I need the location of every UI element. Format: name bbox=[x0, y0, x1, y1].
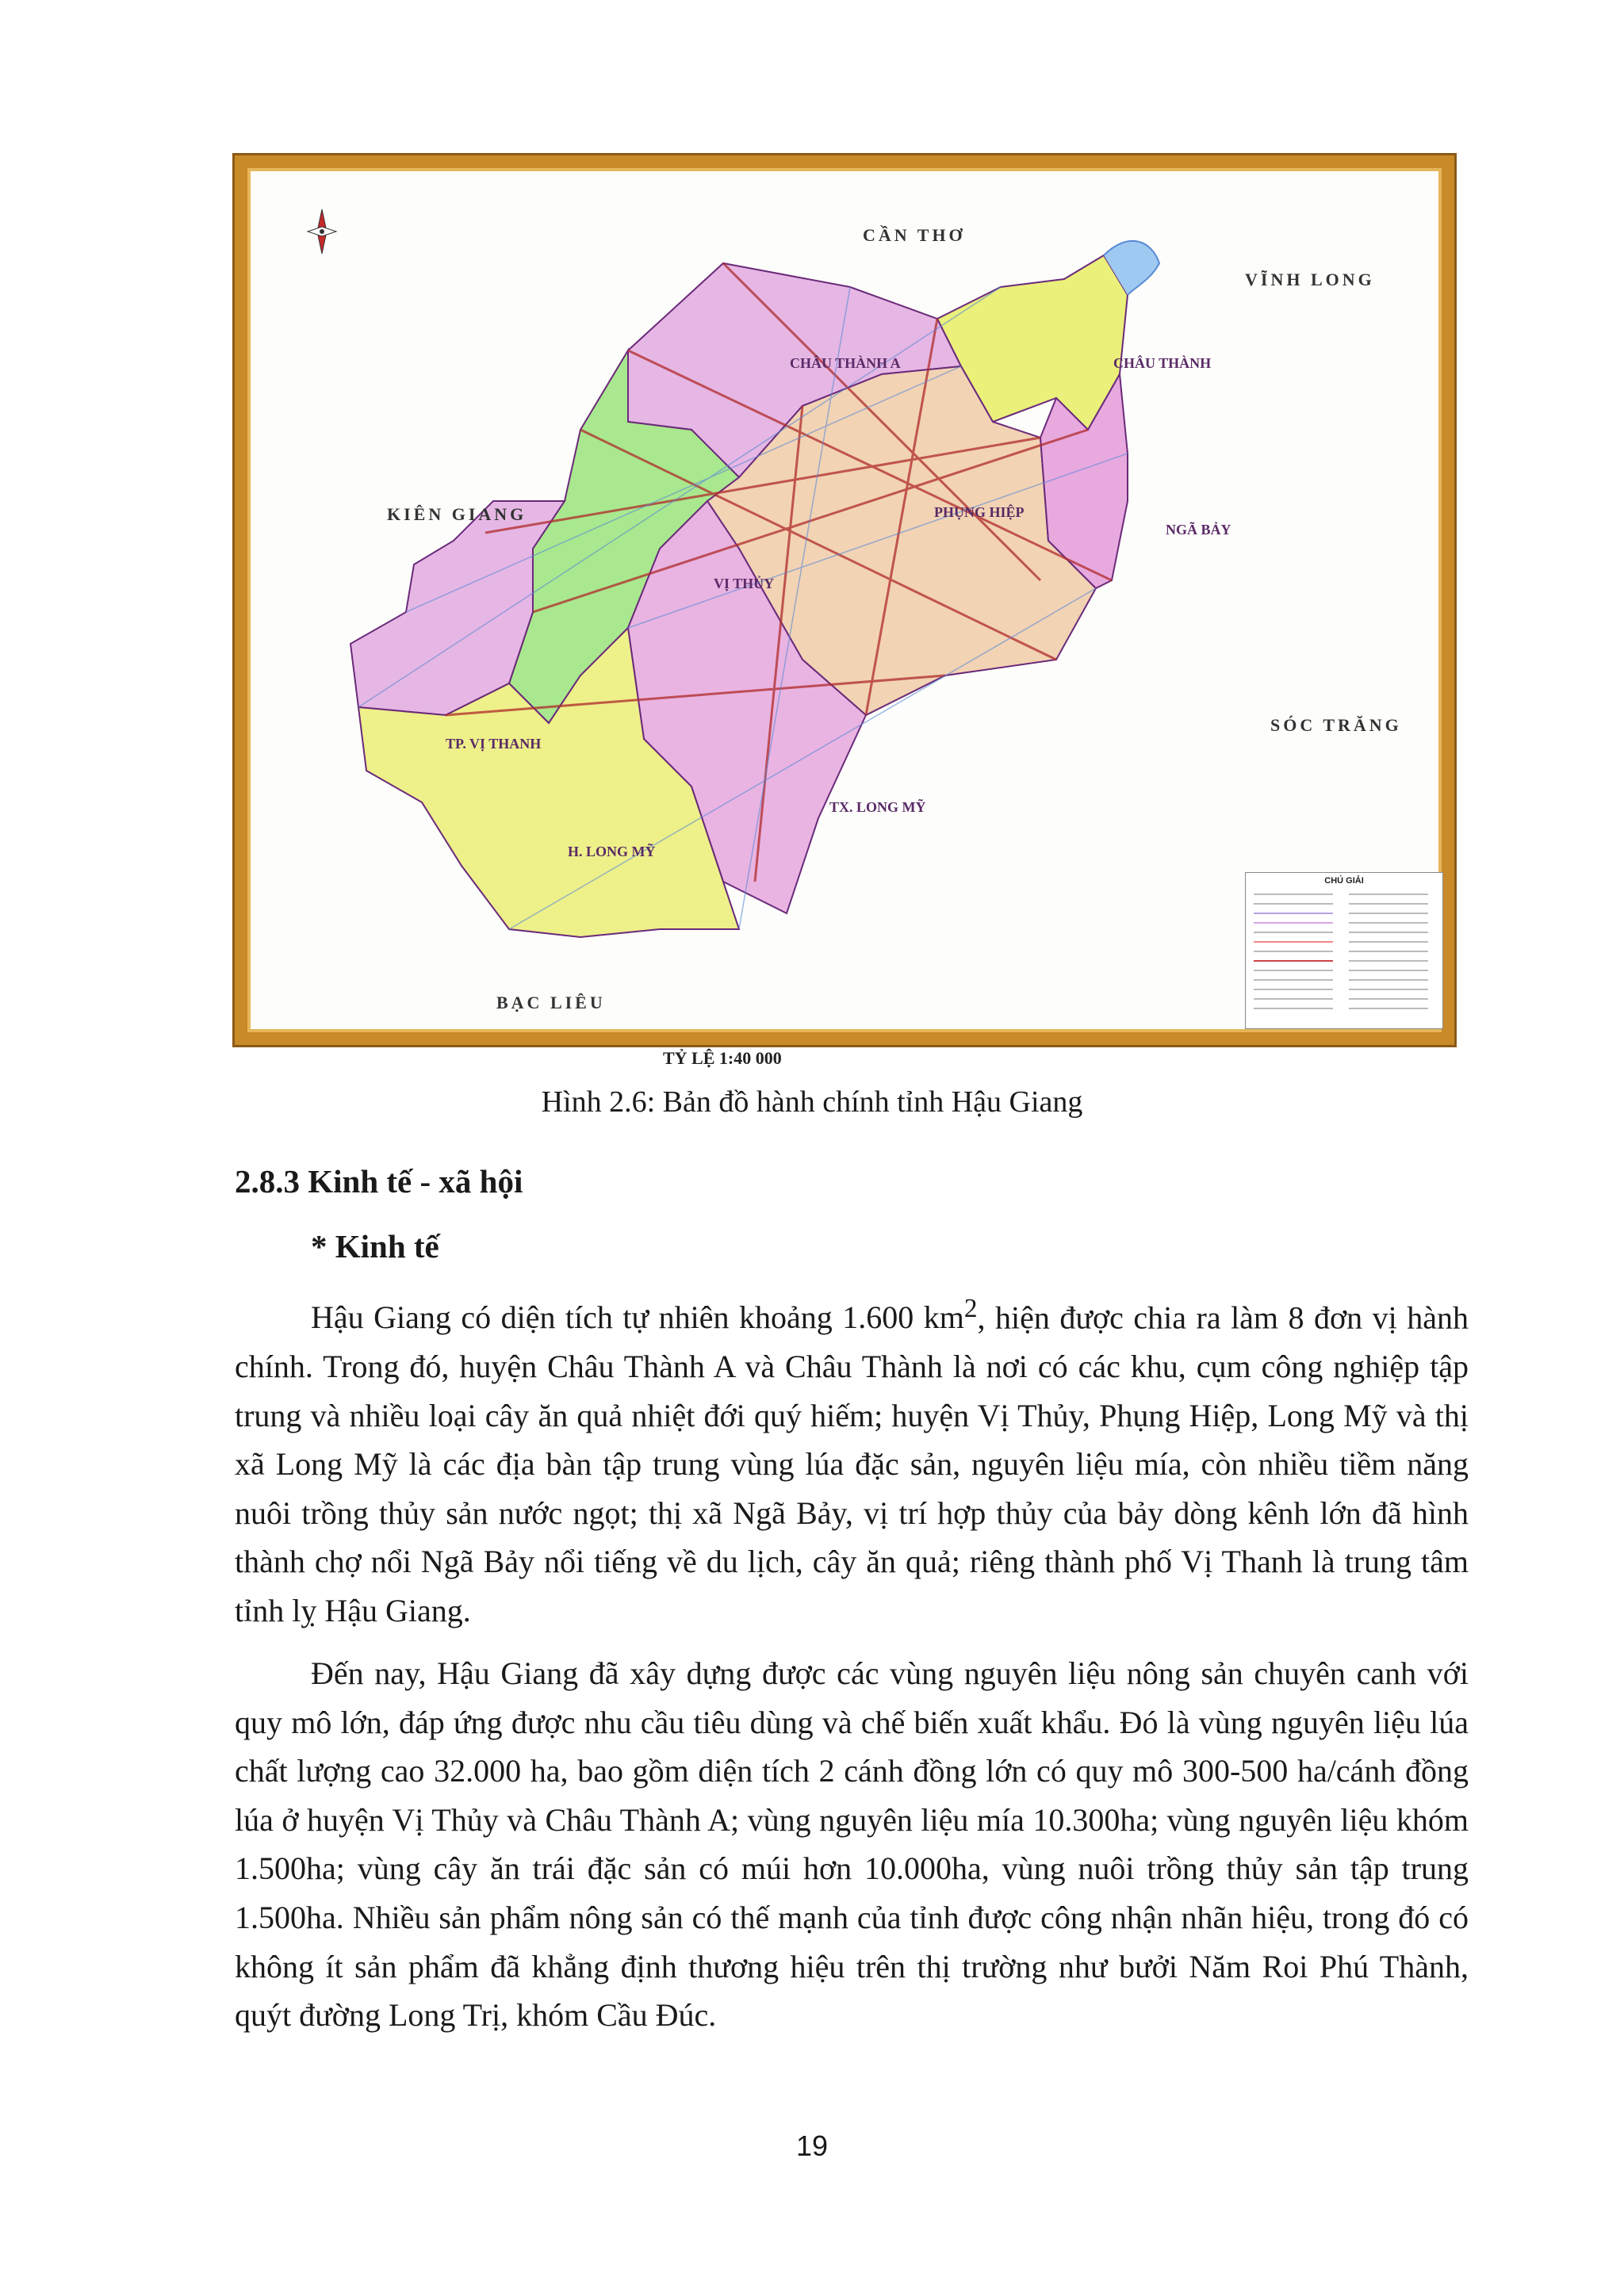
district-label-chau-thanh-a: CHÂU THÀNH A bbox=[790, 355, 901, 371]
province-map bbox=[235, 155, 1454, 1045]
legend-row bbox=[1254, 979, 1333, 981]
legend-row bbox=[1254, 960, 1333, 962]
paragraph-1-rest: , hiện được chia ra làm 8 đơn vị hành chính. Trong đó, huyện Châu Thành A và Châu Thành là nơi có các khu, cụm công nghiệp tập trung và nhiều loại cây ăn quả nhiệt đới quý hiếm; huyện Vị Thủy, Phụng Hiệp, Long Mỹ và thị xã Long Mỹ là các địa bàn tập trung vùng lúa đặc sản, nguyên liệu mía, còn nhiều tiềm năng nuôi trồng thủy sản nước ngọt; thị xã Ngã Bảy, vị trí hợp thủy của bảy dòng kênh lớn đã hình thành chợ nổi Ngã Bảy nổi tiếng về du lịch, cây ăn quả; riêng thành phố Vị Thanh là trung tâm tỉnh lỵ Hậu Giang. bbox=[235, 1299, 1469, 1628]
legend-row bbox=[1349, 970, 1428, 971]
neighbor-can-tho: CẦN THƠ bbox=[863, 225, 966, 245]
district-label-chau-thanh: CHÂU THÀNH bbox=[1113, 355, 1212, 371]
legend-row bbox=[1254, 903, 1333, 905]
legend-row bbox=[1349, 913, 1428, 914]
superscript: 2 bbox=[963, 1294, 978, 1323]
legend-row bbox=[1349, 989, 1428, 990]
legend-title: CHÚ GIẢI bbox=[1324, 876, 1364, 886]
legend-row bbox=[1254, 894, 1333, 895]
district-label-tx-long-my: TX. LONG MỸ bbox=[829, 799, 926, 815]
map-scale: TỶ LỆ 1:40 000 bbox=[663, 1048, 782, 1068]
district-label-tp-vi-thanh: TP. VỊ THANH bbox=[446, 736, 542, 752]
legend-row bbox=[1254, 970, 1333, 971]
legend-row bbox=[1254, 913, 1333, 914]
neighbor-vinh-long: VĨNH LONG bbox=[1245, 270, 1375, 289]
legend-row bbox=[1349, 932, 1428, 933]
legend-row bbox=[1254, 922, 1333, 924]
district-label-nga-bay: NGÃ BẢY bbox=[1166, 522, 1231, 538]
legend-row bbox=[1254, 989, 1333, 990]
paragraph-2: Đến nay, Hậu Giang đã xây dựng được các vùng nguyên liệu nông sản chuyên canh với quy mô lớn, đáp ứng được nhu cầu tiêu dùng và chế biến xuất khẩu. Đó là vùng nguyên liệu lúa chất lượng cao 32.000 ha, bao gồm diện tích 2 cánh đồng lớn có quy mô 300-500 ha/cánh đồng lúa ở huyện Vị Thủy và Châu Thành A; vùng nguyên liệu mía 10.300ha; vùng nguyên liệu khóm 1.500ha; vùng cây ăn trái đặc sản có múi hơn 10.000ha, vùng nuôi trồng thủy sản tập trung 1.500ha. Nhiều sản phẩm nông sản có thế mạnh của tỉnh được công nhận nhãn hiệu, trong đó có không ít sản phẩm đã khẳng định thương hiệu trên thị trường như bưởi Năm Roi Phú Thành, quýt đường Long Trị, khóm Cầu Đúc. bbox=[235, 1655, 1469, 2034]
district-label-h-long-my: H. LONG MỸ bbox=[568, 844, 656, 859]
neighbor-soc-trang: SÓC TRĂNG bbox=[1270, 715, 1402, 735]
paragraph-1-start: Hậu Giang có diện tích tự nhiên khoảng 1.600 km bbox=[311, 1299, 964, 1336]
legend-row bbox=[1349, 941, 1428, 943]
legend-row bbox=[1254, 932, 1333, 933]
legend-row bbox=[1349, 998, 1428, 1000]
paragraph-1 bbox=[235, 1284, 1469, 1635]
legend-row bbox=[1349, 922, 1428, 924]
legend-row bbox=[1349, 951, 1428, 952]
section-heading: 2.8.3 Kinh tế - xã hội bbox=[235, 1163, 523, 1200]
legend-row bbox=[1254, 951, 1333, 952]
neighbor-kien-giang: KIÊN GIANG bbox=[387, 504, 527, 524]
legend-row bbox=[1254, 1008, 1333, 1009]
legend-row bbox=[1349, 894, 1428, 895]
figure-caption: Hình 2.6: Bản đồ hành chính tỉnh Hậu Giang bbox=[541, 1085, 1083, 1119]
legend-row bbox=[1349, 1008, 1428, 1009]
legend-row bbox=[1349, 960, 1428, 962]
district-label-vi-thuy: VỊ THỦY bbox=[714, 576, 775, 591]
neighbor-bac-lieu: BẠC LIÊU bbox=[496, 993, 606, 1012]
map-legend bbox=[1245, 872, 1443, 1029]
district-label-phung-hiep: PHỤNG HIỆP bbox=[934, 504, 1025, 520]
legend-row bbox=[1349, 903, 1428, 905]
sub-heading: * Kinh tế bbox=[311, 1228, 439, 1265]
legend-row bbox=[1254, 998, 1333, 1000]
compass-icon bbox=[306, 208, 338, 255]
page-number: 19 bbox=[795, 2130, 829, 2162]
legend-row bbox=[1349, 979, 1428, 981]
legend-row bbox=[1254, 941, 1333, 943]
